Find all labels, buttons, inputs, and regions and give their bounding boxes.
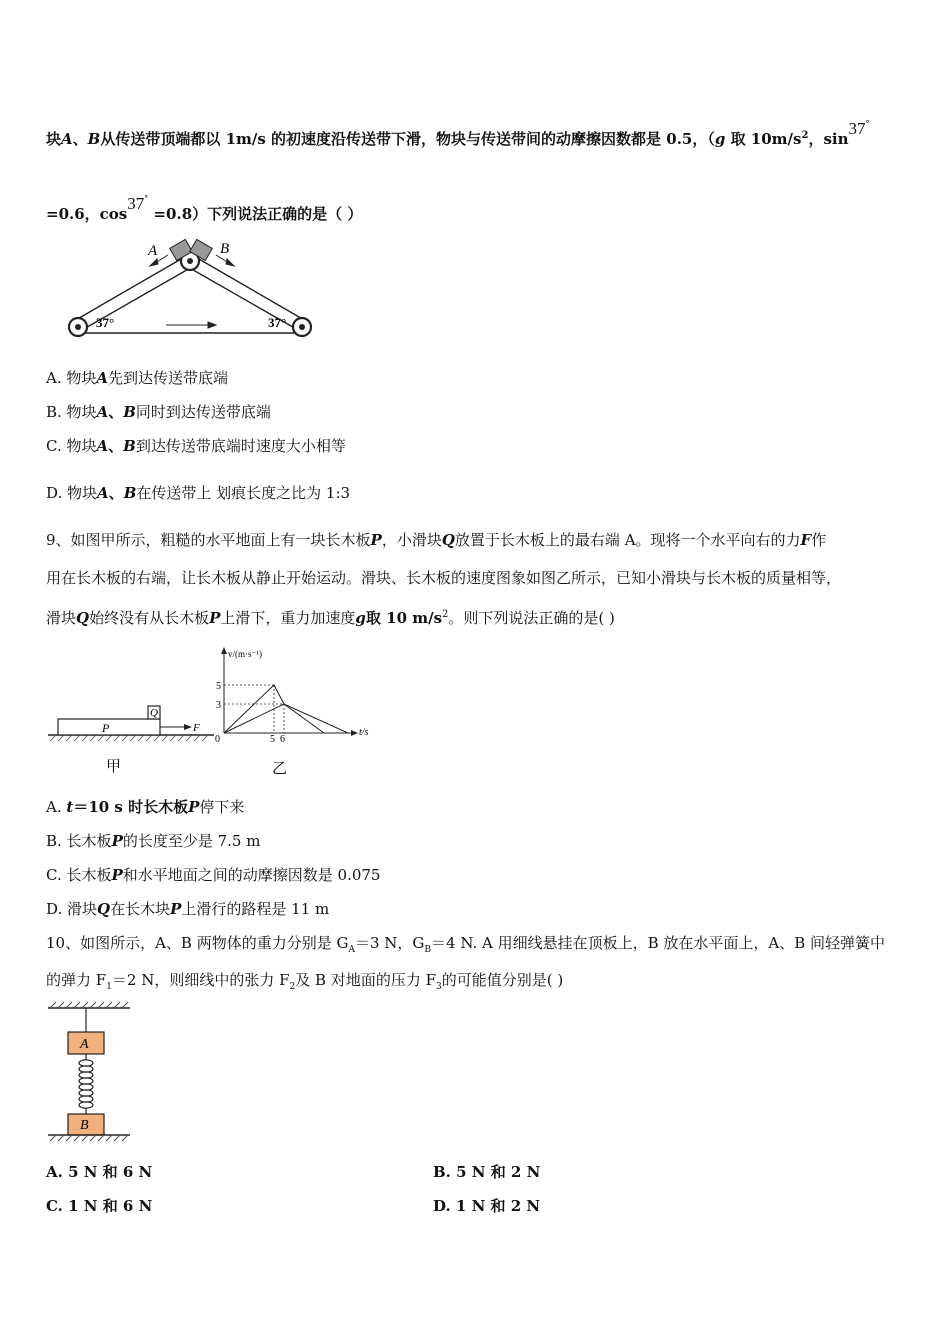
- q10-text: 及 B 对地面的压力 F: [295, 971, 437, 989]
- q9-option-a-text: 停下来: [199, 798, 245, 816]
- q10-subscript: 2: [289, 982, 296, 992]
- q9-option-b-var: P: [111, 832, 123, 850]
- q8-option-b-text: 同时到达传送带底端: [135, 403, 271, 421]
- q8-pulley-left: [69, 318, 87, 336]
- q9-option-a-var: t: [66, 798, 74, 816]
- q10-option-a[interactable]: A. 5 N 和 6 N: [46, 1163, 153, 1181]
- q10-text: ＝2 N，则细线中的张力 F: [111, 971, 290, 989]
- q8-stem-line1: [46, 114, 870, 149]
- q8-angle-37: 37: [848, 119, 866, 138]
- q9-option-c-text: 和水平地面之间的动摩擦因数是 0.075: [122, 866, 381, 884]
- q8-var-a: A: [61, 130, 73, 148]
- q8-angle-right: 37°: [268, 315, 287, 330]
- q10-stem-line2: [46, 970, 563, 997]
- q9-var-p: P: [370, 531, 382, 549]
- q9-y-axis-label: v/(m·s⁻¹): [228, 649, 262, 659]
- q10-subscript: 1: [106, 982, 112, 992]
- q8-option-c-text: C. 物块: [46, 437, 97, 455]
- q9-stem-line3: [46, 605, 615, 628]
- q8-pulley-right: [293, 318, 311, 336]
- q8-option-b-var: B: [123, 403, 136, 421]
- q9-option-c-text: C. 长木板: [46, 866, 112, 884]
- q8-option-c-var: B: [123, 437, 136, 455]
- q8-var-g: g: [714, 130, 726, 148]
- q8-option-c-text: 、: [108, 437, 124, 455]
- q9-option-d-text: 上滑行的路程是 11 m: [181, 900, 330, 918]
- q8-option-d-text: 、: [108, 484, 124, 502]
- q9-text: 9、如图甲所示，粗糙的水平地面上有一块长木板: [46, 531, 371, 549]
- q10-subscript: A: [348, 945, 355, 955]
- q10-spring-figure: [46, 998, 136, 1146]
- q10-option-d[interactable]: D. 1 N 和 2 N: [433, 1197, 541, 1215]
- q9-ytick-5: 5: [216, 681, 221, 692]
- q10-text: ＝3 N，G: [354, 934, 425, 952]
- q9-caption-right: 乙: [272, 761, 288, 777]
- q9-option-c[interactable]: [46, 865, 380, 885]
- q9-var-f: F: [800, 531, 812, 549]
- q8-text: 块: [46, 130, 62, 148]
- q9-option-b[interactable]: [46, 831, 260, 851]
- q10-option-b[interactable]: B. 5 N 和 2 N: [433, 1163, 541, 1181]
- q9-var-q: Q: [441, 531, 455, 549]
- q8-option-a-var: A: [96, 369, 109, 387]
- q9-text: 。则下列说法正确的是( ): [448, 609, 615, 627]
- q8-option-a-text: A. 物块: [46, 369, 97, 387]
- q9-text: 滑块: [46, 609, 77, 627]
- q8-option-b-var: A: [96, 403, 109, 421]
- q8-angle-37: 37: [127, 194, 145, 213]
- q9-text: 取 10 m/s: [365, 609, 443, 627]
- q9-label-f: F: [193, 722, 200, 734]
- q8-text: ，sin: [808, 130, 849, 148]
- q9-text: 始终没有从长木板: [89, 609, 210, 627]
- q8-option-d-text: 在传送带上 划痕长度之比为 1:3: [136, 484, 351, 502]
- q10-text: ＝4 N. A 用细线悬挂在顶板上，B 放在水平面上，A、B 间轻弹簧中: [431, 934, 886, 952]
- q8-option-b[interactable]: [46, 402, 271, 422]
- q8-degree-mark: °: [865, 119, 870, 128]
- q9-option-d-var: Q: [97, 900, 111, 918]
- q9-text: 上滑下，重力加速度: [220, 609, 356, 627]
- q8-option-d[interactable]: [46, 483, 350, 503]
- q9-figure: [46, 645, 376, 780]
- q8-conveyor-figure: [60, 233, 320, 343]
- q10-spring: [79, 1060, 93, 1108]
- q8-text: 、: [72, 130, 88, 148]
- q8-option-d-var: A: [97, 484, 109, 502]
- q9-var-g: g: [355, 609, 366, 627]
- q8-var-b: B: [87, 130, 101, 148]
- q10-text: 的可能值分别是( ): [441, 971, 564, 989]
- q9-option-d-var: P: [170, 900, 182, 918]
- q9-option-d-text: D. 滑块: [46, 900, 98, 918]
- q8-stem-line2: [46, 189, 362, 224]
- q10-option-c[interactable]: C. 1 N 和 6 N: [46, 1197, 153, 1215]
- q9-option-b-text: B. 长木板: [46, 832, 112, 850]
- q9-var-q: Q: [76, 609, 90, 627]
- q8-option-a[interactable]: [46, 368, 228, 388]
- q8-option-c-var: A: [96, 437, 109, 455]
- q8-text: =0.8）下列说法正确的是（ ）: [148, 205, 363, 223]
- q9-vt-graph: [215, 647, 369, 777]
- q8-option-d-var: B: [123, 484, 137, 502]
- q8-text: 从传送带顶端都以 1m/s 的初速度沿传送带下滑，物块与传送带间的动摩擦因数都是 0.5，（: [100, 130, 715, 148]
- q9-text: 放置于长木板上的最右端 A。现将一个水平向右的力: [454, 531, 801, 549]
- q9-option-d[interactable]: [46, 899, 329, 919]
- q10-label-b: B: [80, 1118, 89, 1133]
- q9-option-d-text: 在长木块: [110, 900, 171, 918]
- q8-label-b: B: [220, 241, 230, 257]
- q10-label-a: A: [80, 1037, 89, 1052]
- q9-ytick-3: 3: [216, 700, 221, 711]
- q9-superscript: 2: [442, 609, 449, 620]
- q9-option-a-text: A.: [46, 798, 67, 816]
- q9-xtick-5: 5: [270, 734, 275, 745]
- q9-figure-left: [48, 706, 214, 775]
- q9-text: 作: [811, 531, 827, 549]
- q8-option-c[interactable]: [46, 436, 346, 456]
- q9-stem-line1: [46, 530, 826, 550]
- q10-text: 10、如图所示，A、B 两物体的重力分别是 G: [46, 934, 349, 952]
- q9-origin-label: 0: [215, 734, 220, 745]
- q8-option-c-text: 到达传送带底端时速度大小相等: [135, 437, 346, 455]
- q8-option-b-text: 、: [108, 403, 124, 421]
- q9-option-a[interactable]: [46, 797, 244, 817]
- q9-stem-line2: 用在长木板的右端，让长木板从静止开始运动。滑块、长木板的速度图象如图乙所示，已知小滑块与长木板的质量相等，: [46, 569, 842, 587]
- q8-text: =0.6，cos: [46, 205, 128, 223]
- q9-option-a-var: P: [188, 798, 200, 816]
- q9-var-p: P: [209, 609, 221, 627]
- q10-stem-line1: [46, 933, 885, 960]
- q9-option-c-var: P: [111, 866, 123, 884]
- q8-label-a: A: [148, 243, 158, 259]
- q9-option-a-text: ＝10 s 时长木板: [73, 798, 189, 816]
- q10-subscript: B: [424, 945, 432, 955]
- q8-superscript: 2: [801, 130, 809, 141]
- q8-option-b-text: B. 物块: [46, 403, 97, 421]
- q9-option-b-text: 的长度至少是 7.5 m: [122, 832, 261, 850]
- q9-label-p: P: [102, 721, 110, 735]
- q10-subscript: 3: [436, 982, 442, 992]
- q10-text: 的弹力 F: [46, 971, 107, 989]
- q9-line-block: [224, 704, 348, 733]
- q9-xtick-6: 6: [280, 734, 285, 745]
- q8-degree-mark: °: [144, 194, 149, 203]
- q8-text: 取 10m/s: [725, 130, 802, 148]
- q8-angle-left: 37°: [96, 315, 115, 330]
- q8-option-d-text: D. 物块: [46, 484, 98, 502]
- q9-text: ，小滑块: [381, 531, 442, 549]
- q9-caption-left: 甲: [106, 759, 122, 775]
- q9-label-q: Q: [150, 707, 158, 719]
- q8-option-a-text: 先到达传送带底端: [108, 369, 229, 387]
- q9-x-axis-label: t/s: [359, 727, 369, 738]
